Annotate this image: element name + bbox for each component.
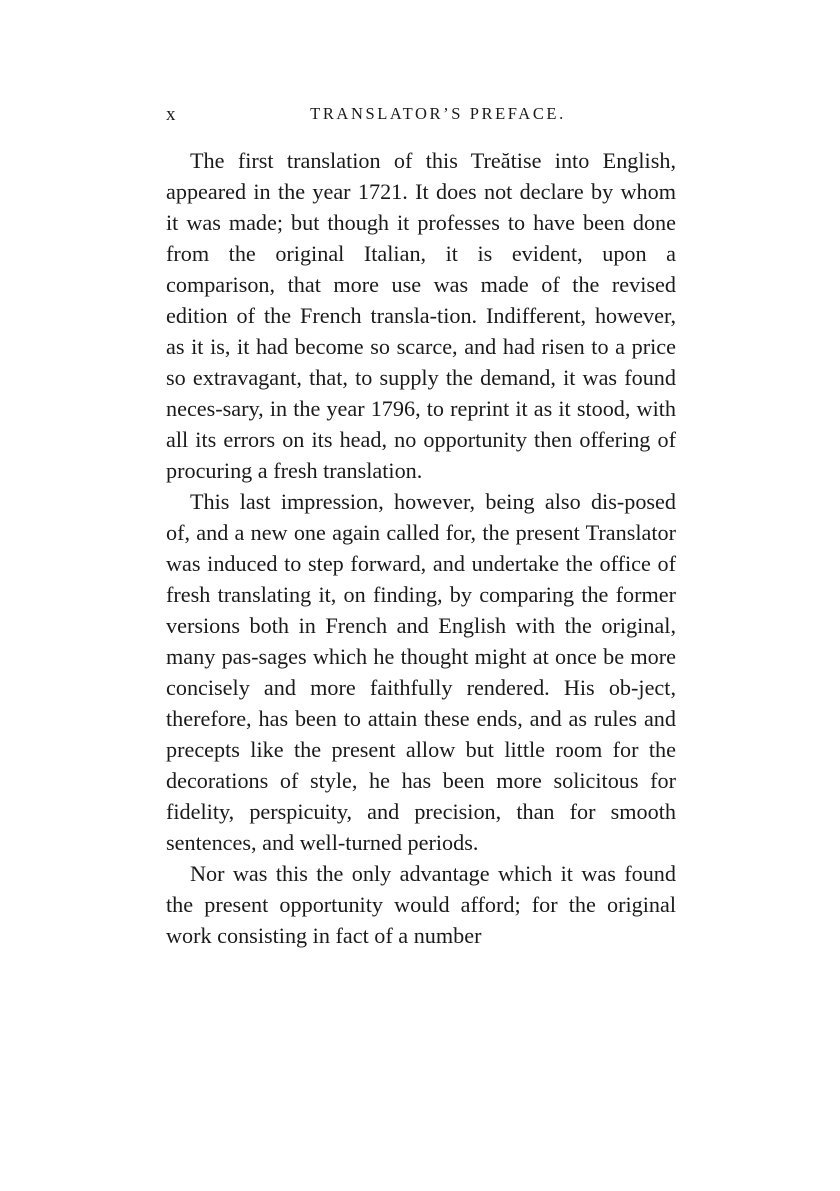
page-number: x	[166, 104, 177, 125]
body-text	[166, 145, 676, 951]
paragraph: Nor was this the only advantage which it was found the present opportunity would afford; for the original work consisting in fact of a number	[166, 861, 676, 948]
paragraph: The first translation of this Treătise into English, appeared in the year 1721. It does not declare by whom it was made; but though it professes to have been done from the original Italian, it is evident, upon a comparison, that more use was made of the revised edition of the French transla-tion. Indifferent, however, as it is, it had become so scarce, and had risen to a price so extravagant, that, to supply the demand, it was found neces-sary, in the year 1796, to reprint it as it stood, with all its errors on its head, no opportunity then offering of procuring a fresh translation.	[166, 148, 676, 483]
running-title: TRANSLATOR’S PREFACE.	[310, 104, 566, 123]
paragraph: This last impression, however, being also dis-posed of, and a new one again called for, the present Translator was induced to step forward, and undertake the office of fresh translating it, on finding, by comparing the former versions both in French and English with the original, many pas-sages which he thought might at once be more concisely and more faithfully rendered. His ob-ject, therefore, has been to attain these ends, and as rules and precepts like the present allow but little room for the decorations of style, he has been more solicitous for fidelity, perspicuity, and precision, than for smooth sentences, and well-turned periods.	[166, 489, 676, 855]
running-head	[166, 104, 676, 130]
